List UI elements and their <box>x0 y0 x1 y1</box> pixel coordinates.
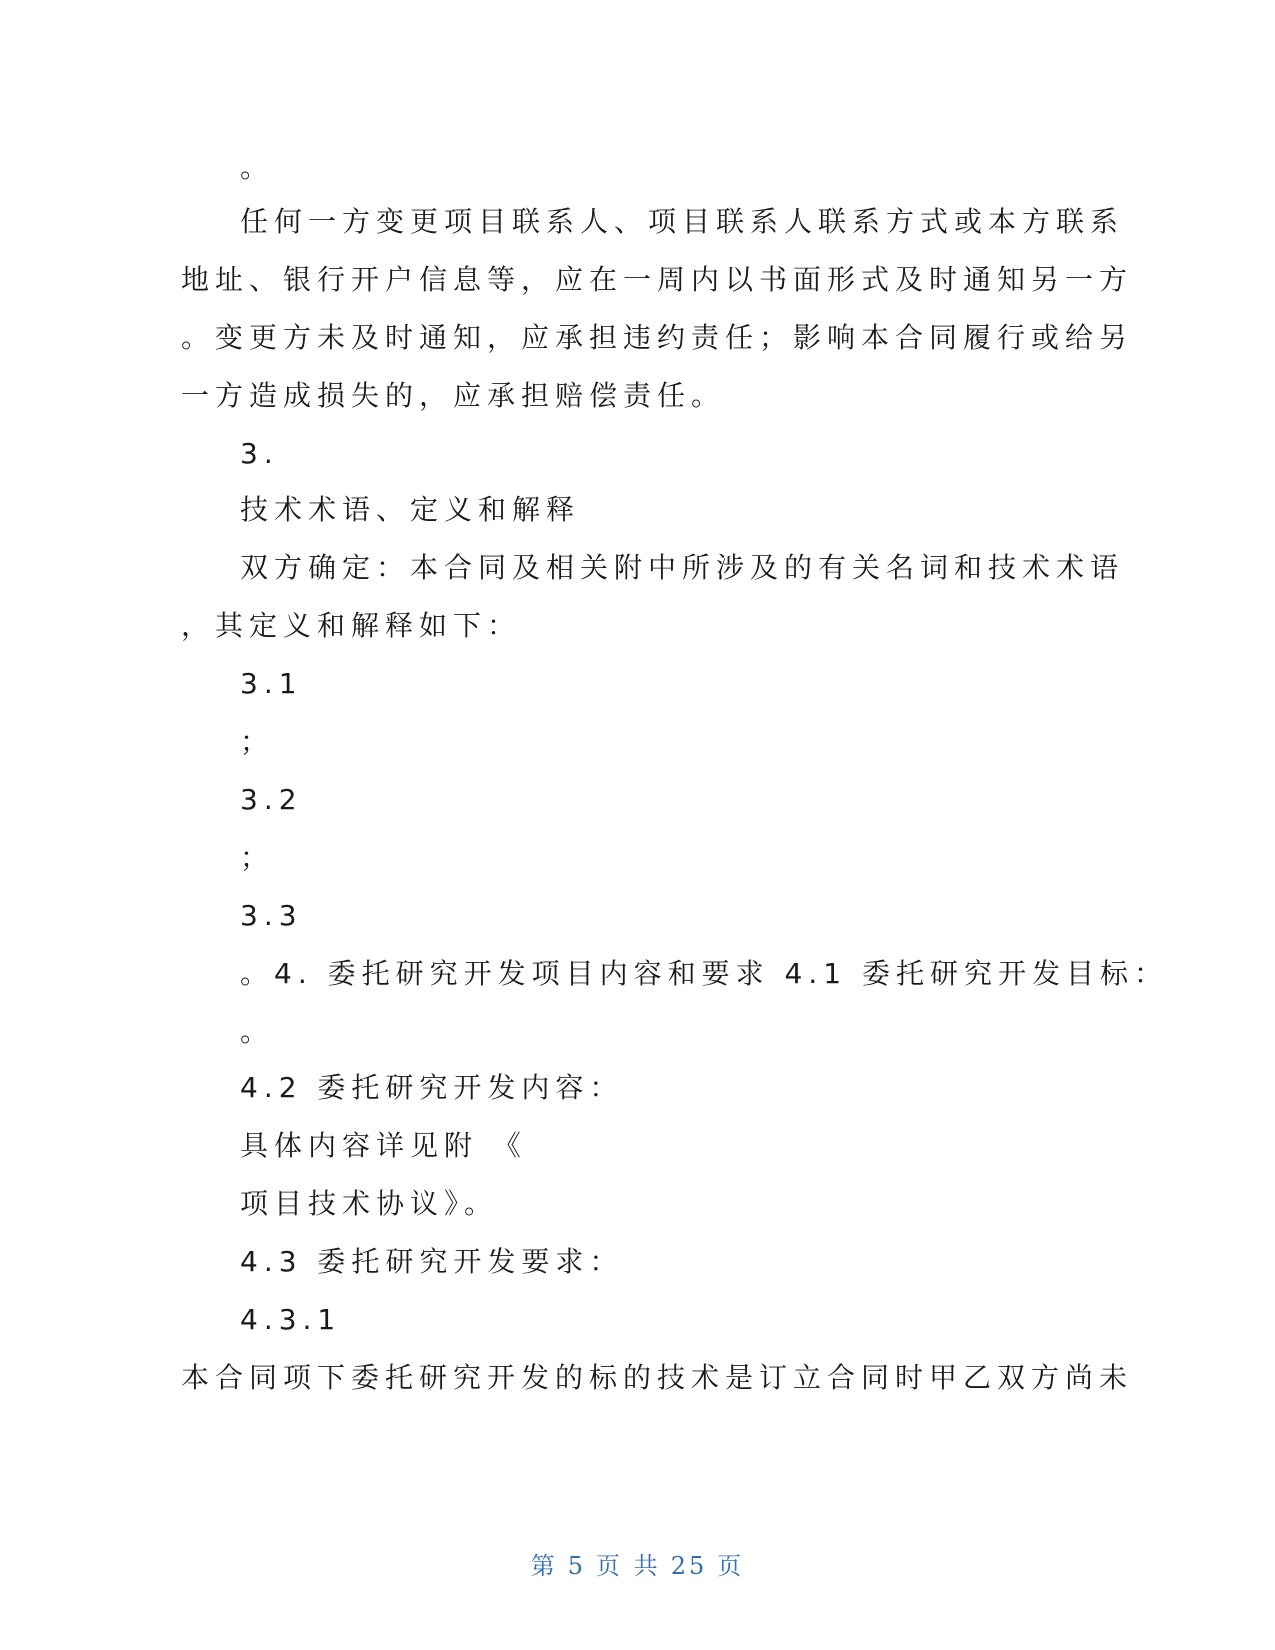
clause-number: 3.2 <box>240 783 303 816</box>
text-line: 本合同项下委托研究开发的标的技术是订立合同时甲乙双方尚未 <box>181 1361 1134 1394</box>
text-line: 任何一方变更项目联系人、项目联系人联系方式或本方联系 <box>240 205 1125 238</box>
text-line: 。 <box>240 151 275 184</box>
text-line: ； <box>240 841 275 874</box>
clause-number: 3.1 <box>240 667 303 700</box>
text-line: 一方造成损失的，应承担赔偿责任。 <box>181 379 726 412</box>
text-line: 双方确定：本合同及相关附中所涉及的有关名词和技术术语 <box>240 551 1125 584</box>
text-line: 。变更方未及时通知，应承担违约责任；影响本合同履行或给另 <box>181 321 1134 354</box>
text-line: ； <box>240 725 275 758</box>
text-line: ，其定义和解释如下： <box>181 609 522 642</box>
text-line: 具体内容详见附 《 <box>240 1129 527 1162</box>
footer-total-pages: 25 <box>670 1552 708 1580</box>
section-heading: 技术术语、定义和解释 <box>240 493 581 526</box>
footer-suffix: 页 <box>717 1552 745 1580</box>
clause-heading: 4.3 委托研究开发要求： <box>240 1245 624 1278</box>
page-footer <box>0 1546 1275 1581</box>
clause-number: 4.3.1 <box>240 1303 342 1336</box>
text-line: 。4. 委托研究开发项目内容和要求 4.1 委托研究开发目标： <box>240 957 1168 990</box>
footer-middle: 页 共 <box>596 1552 661 1580</box>
footer-page-number: 5 <box>567 1552 587 1580</box>
footer-prefix: 第 <box>530 1552 558 1580</box>
clause-heading: 4.2 委托研究开发内容： <box>240 1071 624 1104</box>
text-line: 项目技术协议》。 <box>240 1187 499 1220</box>
clause-number: 3.3 <box>240 899 303 932</box>
text-line: 地址、银行开户信息等，应在一周内以书面形式及时通知另一方 <box>181 263 1134 296</box>
section-number: 3. <box>240 437 279 470</box>
text-line: 。 <box>240 1015 275 1048</box>
